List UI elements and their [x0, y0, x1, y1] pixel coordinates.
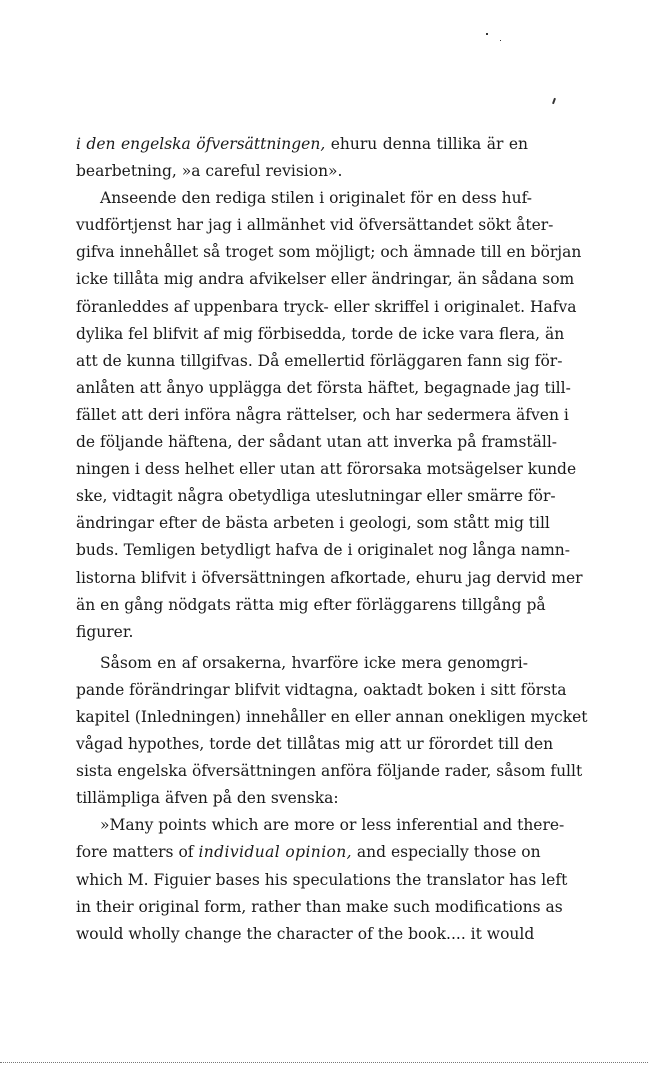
italic-text-segment: individual opinion,: [198, 843, 352, 862]
text-segment: in their original form, rather than make such modifications as: [76, 897, 563, 916]
text-line: [76, 266, 575, 293]
text-segment: Anseende den rediga stilen i originalet för en dess huf-: [100, 189, 532, 208]
text-line: [76, 294, 577, 321]
text-segment: Såsom en af orsakerna, hvarföre icke mera genomgri-: [100, 653, 528, 672]
text-line: [76, 867, 568, 894]
text-line: [76, 677, 567, 704]
text-line: [76, 650, 528, 677]
text-line: [76, 510, 550, 537]
text-segment: att de kunna tillgifvas. Då emellertid förläggaren fann sig för-: [76, 351, 563, 370]
text-line: [76, 456, 577, 483]
text-segment: which M. Figuier bases his speculations the translator has left: [76, 870, 568, 889]
text-segment: sista engelska öfversättningen anföra följande rader, såsom fullt: [76, 762, 583, 781]
text-segment: and especially those on: [352, 843, 541, 862]
text-segment: »Many points which are more or less inferential and there-: [100, 816, 565, 835]
text-segment: fore matters of: [76, 843, 199, 862]
text-segment: än en gång nödgats rätta mig efter förläggarens tillgång på: [76, 595, 546, 614]
text-segment: fället att deri införa några rättelser, och har sedermera äfven i: [76, 405, 569, 424]
text-line: [76, 758, 583, 785]
text-segment: de följande häftena, der sådant utan att inverka på framställ-: [76, 433, 558, 452]
text-line: [76, 894, 563, 921]
text-line: [76, 921, 535, 948]
text-segment: anlåten att ånyo upplägga det första häftet, begagnade jag till-: [76, 378, 571, 397]
text-segment: tillämpliga äfven på den svenska:: [76, 789, 339, 808]
text-segment: ehuru denna tillika är en: [325, 135, 528, 153]
text-line: [76, 239, 582, 266]
text-line: [76, 592, 546, 619]
text-line: [76, 839, 541, 866]
body-text: [76, 131, 588, 948]
text-line: [76, 731, 554, 758]
text-line: [76, 348, 563, 375]
text-segment: buds. Temligen betydligt hafva de i originalet nog långa namn-: [76, 541, 571, 560]
text-segment: figurer.: [76, 622, 134, 641]
text-segment: listorna blifvit i öfversättningen afkortade, ehuru jag dervid mer: [76, 568, 583, 587]
text-segment: ningen i dess helhet eller utan att förorsaka motsägelser kunde: [76, 460, 577, 479]
text-line: [76, 185, 532, 212]
text-line: [76, 212, 554, 239]
text-line: [76, 565, 583, 592]
text-segment: dylika fel blifvit af mig förbisedda, torde de icke vara flera, än: [76, 324, 565, 343]
text-segment: kapitel (Inledningen) innehåller en eller annan onekligen mycket: [76, 707, 588, 726]
text-line: [76, 131, 528, 158]
text-segment: icke tillåta mig andra afvikelser eller ändringar, än sådana som: [76, 270, 575, 289]
ink-speck: [500, 40, 501, 41]
text-segment: vågad hypothes, torde det tillåtas mig att ur förordet till den: [76, 735, 554, 754]
text-segment: gifva innehållet så troget som möjligt; och ämnade till en början: [76, 243, 582, 262]
text-line: [76, 619, 528, 646]
text-line: [76, 429, 558, 456]
text-line: [76, 785, 528, 812]
text-line: [76, 402, 569, 429]
ink-speck: [486, 33, 488, 35]
text-line: [76, 812, 565, 839]
text-segment: bearbetning, »a careful revision».: [76, 162, 343, 181]
text-line: [76, 483, 556, 510]
ink-speck: [552, 98, 556, 104]
text-segment: ske, vidtagit några obetydliga uteslutningar eller smärre för-: [76, 487, 556, 506]
text-segment: would wholly change the character of the book.... it would: [76, 924, 535, 943]
text-segment: ändringar efter de bästa arbeten i geologi, som stått mig till: [76, 514, 550, 533]
text-line: [76, 537, 571, 564]
text-line: [76, 158, 528, 185]
text-line: [76, 321, 565, 348]
text-segment: vudförtjenst har jag i allmänhet vid öfversättandet sökt åter-: [76, 216, 554, 235]
italic-text-segment: i den engelska öfversättningen,: [76, 135, 326, 153]
text-segment: pande förändringar blifvit vidtagna, oaktadt boken i sitt första: [76, 680, 567, 699]
text-line: [76, 375, 571, 402]
text-line: [76, 704, 588, 731]
text-segment: föranleddes af uppenbara tryck- eller skriffel i originalet. Hafva: [76, 297, 577, 316]
page-bottom-edge: [0, 1062, 648, 1063]
